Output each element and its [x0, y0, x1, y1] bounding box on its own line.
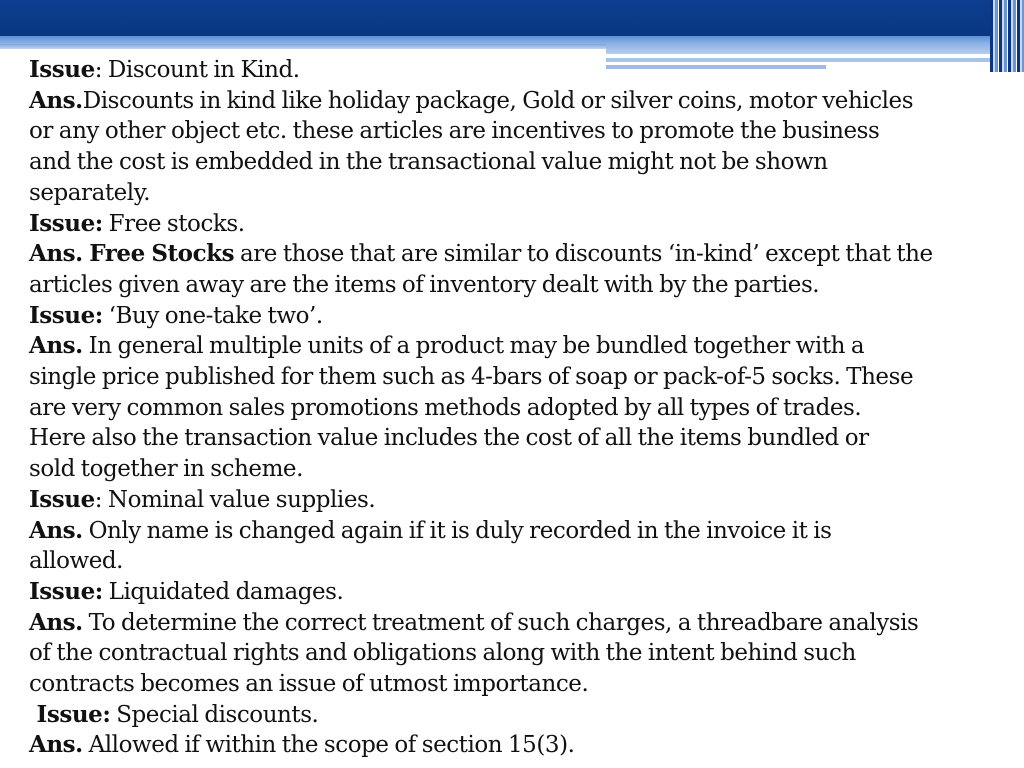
header-band [0, 0, 1024, 36]
line-text: ‘Buy one-take two’. [102, 302, 323, 329]
header-accent-band [0, 36, 1024, 44]
line-bold-label: Ans. [29, 516, 83, 544]
line-bold-label: Issue [29, 56, 95, 83]
text-line [29, 546, 1009, 577]
line-text: and the cost is embedded in the transactional value might not be shown [29, 149, 828, 176]
line-text: separately. [29, 179, 151, 206]
line-bold-label: Issue: [29, 209, 103, 237]
line-bold-label: Issue: [29, 301, 103, 329]
text-line [29, 516, 1009, 547]
header-accent-line-left [0, 44, 610, 49]
line-bold-label: Ans. [29, 86, 83, 114]
line-bold-label: Ans. [29, 608, 83, 636]
line-text: In general multiple units of a product may be bundled together with a [82, 333, 865, 360]
line-text: Only name is changed again if it is duly recorded in the invoice it is [82, 517, 832, 544]
line-text: Discounts in kind like holiday package, Gold or silver coins, motor vehicles [82, 87, 914, 114]
line-text: Allowed if within the scope of section 15(3). [82, 732, 575, 759]
text-line [29, 147, 1009, 178]
line-text: are very common sales promotions methods adopted by all types of trades. [29, 394, 862, 421]
text-line [29, 454, 1009, 485]
text-line [29, 270, 1009, 301]
text-line [29, 86, 1009, 117]
line-bold-label: Issue [29, 485, 95, 513]
line-text: : Nominal value supplies. [94, 486, 376, 513]
text-line [29, 393, 1009, 424]
line-text: To determine the correct treatment of such charges, a threadbare analysis [82, 609, 919, 636]
text-line [29, 301, 1009, 332]
text-line [29, 116, 1009, 147]
text-line [29, 577, 1009, 608]
line-text: Special discounts. [110, 701, 319, 728]
line-bold-label: Ans. Free Stocks [29, 240, 235, 268]
text-line [29, 178, 1009, 209]
line-text: of the contractual rights and obligations along with the intent behind such [29, 640, 856, 667]
text-line [29, 362, 1009, 393]
text-line [29, 485, 1009, 516]
slide-body [29, 55, 1009, 761]
text-line [29, 423, 1009, 454]
line-text: allowed. [29, 548, 124, 575]
text-line [29, 700, 1009, 731]
line-text: Here also the transaction value includes the cost of all the items bundled or [29, 425, 869, 452]
line-text: Liquidated damages. [102, 578, 344, 605]
line-text: Free stocks. [102, 210, 245, 237]
line-text: sold together in scheme. [29, 456, 303, 483]
text-line [29, 331, 1009, 362]
line-text: : Discount in Kind. [94, 57, 300, 83]
line-bold-label: Issue: [29, 700, 111, 728]
text-line [29, 730, 1009, 761]
line-text: contracts becomes an issue of utmost importance. [29, 671, 589, 698]
line-bold-label: Ans. [29, 332, 83, 360]
text-line [29, 239, 1009, 270]
text-line [29, 608, 1009, 639]
line-text: or any other object etc. these articles are incentives to promote the business [29, 118, 880, 145]
text-line [29, 669, 1009, 700]
line-text: single price published for them such as 4-bars of soap or pack-of-5 socks. These [29, 364, 914, 391]
line-text: are those that are similar to discounts ‘in-kind’ except that the [234, 241, 933, 268]
text-line [29, 55, 1009, 86]
line-bold-label: Issue: [29, 577, 103, 605]
line-bold-label: Ans. [29, 731, 83, 759]
line-text: articles given away are the items of inventory dealt with by the parties. [29, 271, 820, 298]
text-line [29, 209, 1009, 240]
text-line [29, 638, 1009, 669]
header-accent-line-right [606, 44, 1024, 54]
